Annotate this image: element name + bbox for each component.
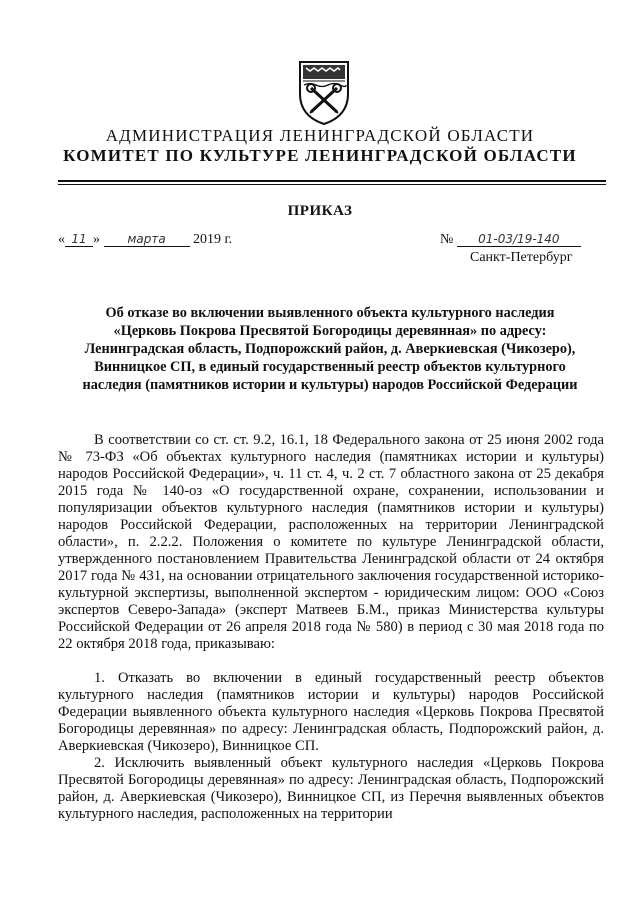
order-item-2: 2. Исключить выявленный объект культурного наследия «Церковь Покрова Пресвятой Богородицы деревянная» по адресу: Ленинградская область, Подпорожский район, д. Аверкиевская (Чикозеро), Винницкое СП, из Перечня выявленных объектов культурного наследия, расположенных на территории <box>58 755 604 822</box>
document-date <box>58 232 232 248</box>
authority-name: АДМИНИСТРАЦИЯ ЛЕНИНГРАДСКОЙ ОБЛАСТИ <box>105 126 535 145</box>
issue-city: Санкт-Петербург <box>470 250 573 265</box>
number-prefix: № <box>440 232 454 247</box>
committee-name: КОМИТЕТ ПО КУЛЬТУРЕ ЛЕНИНГРАДСКОЙ ОБЛАСТИ <box>63 146 577 165</box>
paragraph-spacer <box>58 653 604 670</box>
date-day: 11 <box>65 232 93 247</box>
document-number <box>440 232 581 248</box>
document-title <box>56 304 604 394</box>
document-type: ПРИКАЗ <box>287 203 353 219</box>
number-value: 01-03/19-140 <box>457 232 581 247</box>
title-line: наследия (памятников истории и культуры) народов Российской Федерации <box>82 377 578 393</box>
title-line: Об отказе во включении выявленного объекта культурного наследия <box>105 305 555 321</box>
date-year: 2019 г. <box>193 232 233 247</box>
date-month: марта <box>104 232 190 247</box>
document-body <box>58 432 604 823</box>
preamble-paragraph: В соответствии со ст. ст. 9.2, 16.1, 18 Федерального закона от 25 июня 2002 года № 73-ФЗ «Об объектах культурного наследия (памятниках истории и культуры) народов Российской Федерации», ч. 11 ст. 4, ч. 2 ст. 7 областного закона от 25 декабря 2015 года № 140-оз «О государственной охране, сохранении, использовании и популяризации объектов культурного наследия (памятников истории и культуры) народов Российской Федерации, расположенных на территории Ленинградской области», п. 2.2.2. Положения о комитете по культуре Ленинградской области, утвержденного постановлением Правительства Ленинградской области от 24 октября 2017 года № 431, на основании отрицательного заключения государственной историко-культурной экспертизы, выполненной экспертом - юридическим лицом: ООО «Союз экспертов Северо-Запада» (эксперт Матвеев Б.М., приказ Министерства культуры Российской Федерации от 26 апреля 2018 года № 580) в период с 30 мая 2018 года по 22 октября 2018 года, приказываю: <box>58 432 604 652</box>
header-divider-thick <box>58 180 606 182</box>
order-item-1: 1. Отказать во включении в единый государственный реестр объектов культурного наследия (памятников истории и культуры) народов Российской Федерации выявленного объекта культурного наследия «Церковь Покрова Пресвятой Богородицы деревянная» по адресу: Ленинградская область, Подпорожский район, д. Аверкиевская (Чикозеро), Винницкое СП. <box>58 670 604 754</box>
title-line: Ленинградская область, Подпорожский район, д. Аверкиевская (Чикозеро), <box>84 341 576 357</box>
date-quote-close: » <box>93 232 100 247</box>
date-quote-open: « <box>58 232 65 247</box>
header-divider-thin <box>58 184 606 185</box>
title-line: Винницкое СП, в единый государственный реестр объектов культурного <box>94 359 566 375</box>
coat-of-arms-icon <box>296 60 352 126</box>
title-line: «Церковь Покрова Пресвятой Богородицы деревянная» по адресу: <box>113 323 547 339</box>
